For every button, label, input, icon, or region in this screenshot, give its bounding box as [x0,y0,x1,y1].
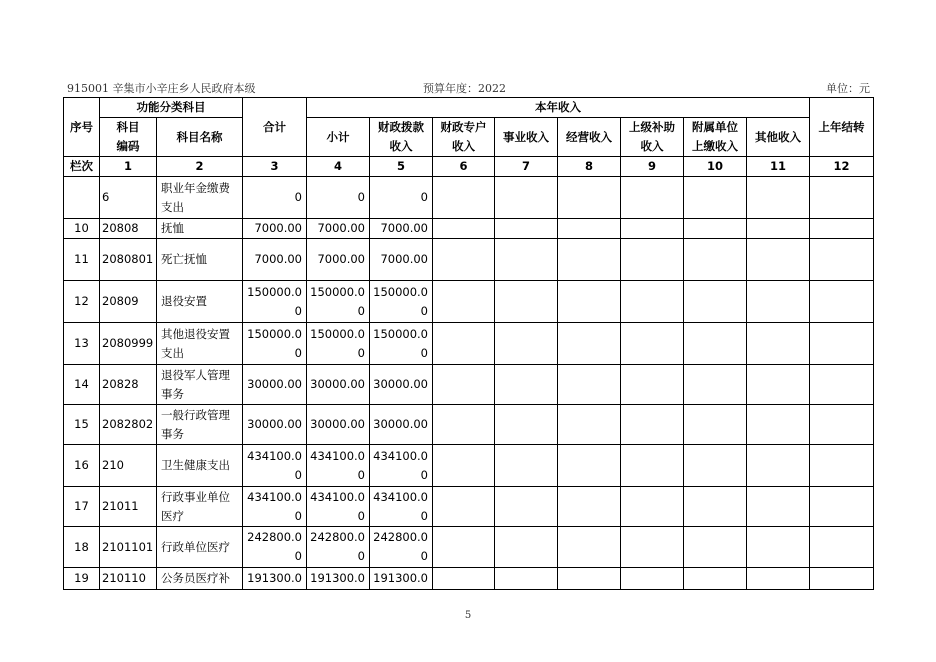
row-total-cell: 0 [243,177,307,219]
column-number-cell: 4 [307,157,370,177]
budget-income-table [63,97,874,590]
empty-cell [810,445,874,487]
empty-cell [621,487,684,527]
row-subtotal-cell: 7000.00 [307,239,370,281]
row-subtotal-cell: 30000.00 [307,405,370,445]
empty-cell [810,219,874,239]
row-code-cell: 20808 [100,219,157,239]
empty-cell [433,487,495,527]
column-number-cell: 12 [810,157,874,177]
row-total-cell: 434100.00 [243,487,307,527]
row-seq-cell: 12 [64,281,100,323]
empty-cell [684,487,747,527]
row-code-cell: 21011 [100,487,157,527]
row-fiscal-cell: 150000.00 [370,281,433,323]
row-total-cell: 191300.0 [243,568,307,590]
row-code-cell: 20828 [100,365,157,405]
empty-cell [433,219,495,239]
row-name-cell: 抚恤 [157,219,243,239]
empty-cell [747,405,810,445]
empty-cell [495,527,558,568]
empty-cell [433,281,495,323]
row-seq-cell: 14 [64,365,100,405]
row-name-cell: 行政事业单位医疗 [157,487,243,527]
column-number-cell: 6 [433,157,495,177]
row-subtotal-cell: 242800.00 [307,527,370,568]
row-name-cell: 卫生健康支出 [157,445,243,487]
empty-cell [558,568,621,590]
table-row [64,487,874,527]
row-fiscal-cell: 0 [370,177,433,219]
empty-cell [621,405,684,445]
col-carryover-header: 上年结转 [810,98,874,157]
page-number: 5 [464,610,472,621]
empty-cell [558,323,621,365]
empty-cell [747,177,810,219]
col-special-header: 财政专户 收入 [433,118,495,157]
empty-cell [495,239,558,281]
empty-cell [495,281,558,323]
empty-cell [621,281,684,323]
empty-cell [621,323,684,365]
empty-cell [810,487,874,527]
empty-cell [558,405,621,445]
row-name-cell: 退役军人管理事务 [157,365,243,405]
row-fiscal-cell: 7000.00 [370,239,433,281]
table-row [64,405,874,445]
row-total-cell: 7000.00 [243,239,307,281]
empty-cell [684,323,747,365]
column-number-cell: 10 [684,157,747,177]
income-group-header: 本年收入 [307,98,810,118]
empty-cell [810,239,874,281]
col-other-header: 其他收入 [747,118,810,157]
row-code-cell: 210 [100,445,157,487]
col-seq-header: 序号 [64,98,100,157]
row-fiscal-cell: 434100.00 [370,487,433,527]
empty-cell [621,239,684,281]
row-code-cell: 20809 [100,281,157,323]
row-seq-cell: 16 [64,445,100,487]
column-number-cell: 8 [558,157,621,177]
empty-cell [810,323,874,365]
row-code-cell: 2082802 [100,405,157,445]
row-seq-cell [64,177,100,219]
row-seq-cell: 13 [64,323,100,365]
empty-cell [495,323,558,365]
empty-cell [558,239,621,281]
row-subtotal-cell: 0 [307,177,370,219]
empty-cell [433,323,495,365]
empty-cell [433,365,495,405]
empty-cell [558,281,621,323]
empty-cell [747,219,810,239]
empty-cell [495,568,558,590]
empty-cell [558,487,621,527]
empty-cell [433,445,495,487]
empty-cell [747,445,810,487]
empty-cell [747,281,810,323]
empty-cell [558,177,621,219]
empty-cell [810,568,874,590]
empty-cell [810,281,874,323]
empty-cell [684,405,747,445]
col-operating-header: 经营收入 [558,118,621,157]
empty-cell [747,487,810,527]
column-number-cell: 5 [370,157,433,177]
empty-cell [747,568,810,590]
column-number-cell: 9 [621,157,684,177]
table-row [64,568,874,590]
row-code-cell: 2080801 [100,239,157,281]
row-name-cell: 死亡抚恤 [157,239,243,281]
empty-cell [684,219,747,239]
empty-cell [621,527,684,568]
column-number-cell: 3 [243,157,307,177]
empty-cell [684,239,747,281]
row-seq-cell: 11 [64,239,100,281]
row-fiscal-cell: 30000.00 [370,365,433,405]
empty-cell [747,323,810,365]
col-fiscal-header: 财政拨款 收入 [370,118,433,157]
empty-cell [684,527,747,568]
empty-cell [747,239,810,281]
col-business-header: 事业收入 [495,118,558,157]
table-row [64,365,874,405]
column-number-cell: 7 [495,157,558,177]
empty-cell [558,445,621,487]
col-code-header: 科目 编码 [100,118,157,157]
empty-cell [810,527,874,568]
table-body [64,177,874,590]
empty-cell [621,177,684,219]
empty-cell [433,405,495,445]
header-budget-year: 预算年度：2022 [423,82,506,95]
row-total-cell: 150000.00 [243,281,307,323]
row-subtotal-cell: 30000.00 [307,365,370,405]
column-number-cell: 1 [100,157,157,177]
empty-cell [684,568,747,590]
empty-cell [433,239,495,281]
empty-cell [684,365,747,405]
empty-cell [810,405,874,445]
empty-cell [810,365,874,405]
row-seq-cell: 19 [64,568,100,590]
empty-cell [684,177,747,219]
row-name-cell: 退役安置 [157,281,243,323]
empty-cell [495,405,558,445]
table-row [64,281,874,323]
row-seq-cell: 15 [64,405,100,445]
table-row [64,445,874,487]
func-group-header: 功能分类科目 [100,98,243,118]
row-total-cell: 434100.00 [243,445,307,487]
row-subtotal-cell: 7000.00 [307,219,370,239]
row-name-cell: 公务员医疗补 [157,568,243,590]
table-row [64,219,874,239]
column-number-cell: 11 [747,157,810,177]
empty-cell [621,445,684,487]
row-fiscal-cell: 191300.0 [370,568,433,590]
table-row [64,239,874,281]
empty-cell [433,568,495,590]
empty-cell [621,219,684,239]
empty-cell [558,219,621,239]
row-fiscal-cell: 150000.00 [370,323,433,365]
column-number-cell: 2 [157,157,243,177]
empty-cell [747,365,810,405]
empty-cell [495,487,558,527]
row-seq-cell: 18 [64,527,100,568]
header-unit-code: 915001 辛集市小辛庄乡人民政府本级 [67,82,256,95]
empty-cell [684,281,747,323]
row-fiscal-cell: 242800.00 [370,527,433,568]
row-total-cell: 150000.00 [243,323,307,365]
empty-cell [684,445,747,487]
empty-cell [621,365,684,405]
row-name-cell: 其他退役安置支出 [157,323,243,365]
empty-cell [495,177,558,219]
empty-cell [433,177,495,219]
table-row [64,527,874,568]
row-fiscal-cell: 7000.00 [370,219,433,239]
row-code-cell: 6 [100,177,157,219]
empty-cell [433,527,495,568]
col-subtotal-header: 小计 [307,118,370,157]
row-name-cell: 职业年金缴费支出 [157,177,243,219]
col-superior-header: 上级补助 收入 [621,118,684,157]
row-total-cell: 30000.00 [243,365,307,405]
col-affiliated-header: 附属单位 上缴收入 [684,118,747,157]
row-code-cell: 2101101 [100,527,157,568]
empty-cell [495,365,558,405]
col-name-header: 科目名称 [157,118,243,157]
row-subtotal-cell: 191300.0 [307,568,370,590]
row-total-cell: 30000.00 [243,405,307,445]
row-fiscal-cell: 30000.00 [370,405,433,445]
row-subtotal-cell: 434100.00 [307,445,370,487]
table-row [64,323,874,365]
empty-cell [558,527,621,568]
empty-cell [558,365,621,405]
empty-cell [621,568,684,590]
header-currency-unit: 单位：元 [826,82,870,95]
row-name-cell: 一般行政管理事务 [157,405,243,445]
empty-cell [747,527,810,568]
row-name-cell: 行政单位医疗 [157,527,243,568]
row-code-cell: 210110 [100,568,157,590]
row-fiscal-cell: 434100.00 [370,445,433,487]
empty-cell [495,445,558,487]
row-total-cell: 242800.00 [243,527,307,568]
row-subtotal-cell: 150000.00 [307,281,370,323]
col-total-header: 合计 [243,98,307,157]
row-seq-cell: 17 [64,487,100,527]
empty-cell [810,177,874,219]
row-code-cell: 2080999 [100,323,157,365]
row-subtotal-cell: 434100.00 [307,487,370,527]
row-total-cell: 7000.00 [243,219,307,239]
empty-cell [495,219,558,239]
row-subtotal-cell: 150000.00 [307,323,370,365]
column-number-cell: 栏次 [64,157,100,177]
row-seq-cell: 10 [64,219,100,239]
table-row [64,177,874,219]
